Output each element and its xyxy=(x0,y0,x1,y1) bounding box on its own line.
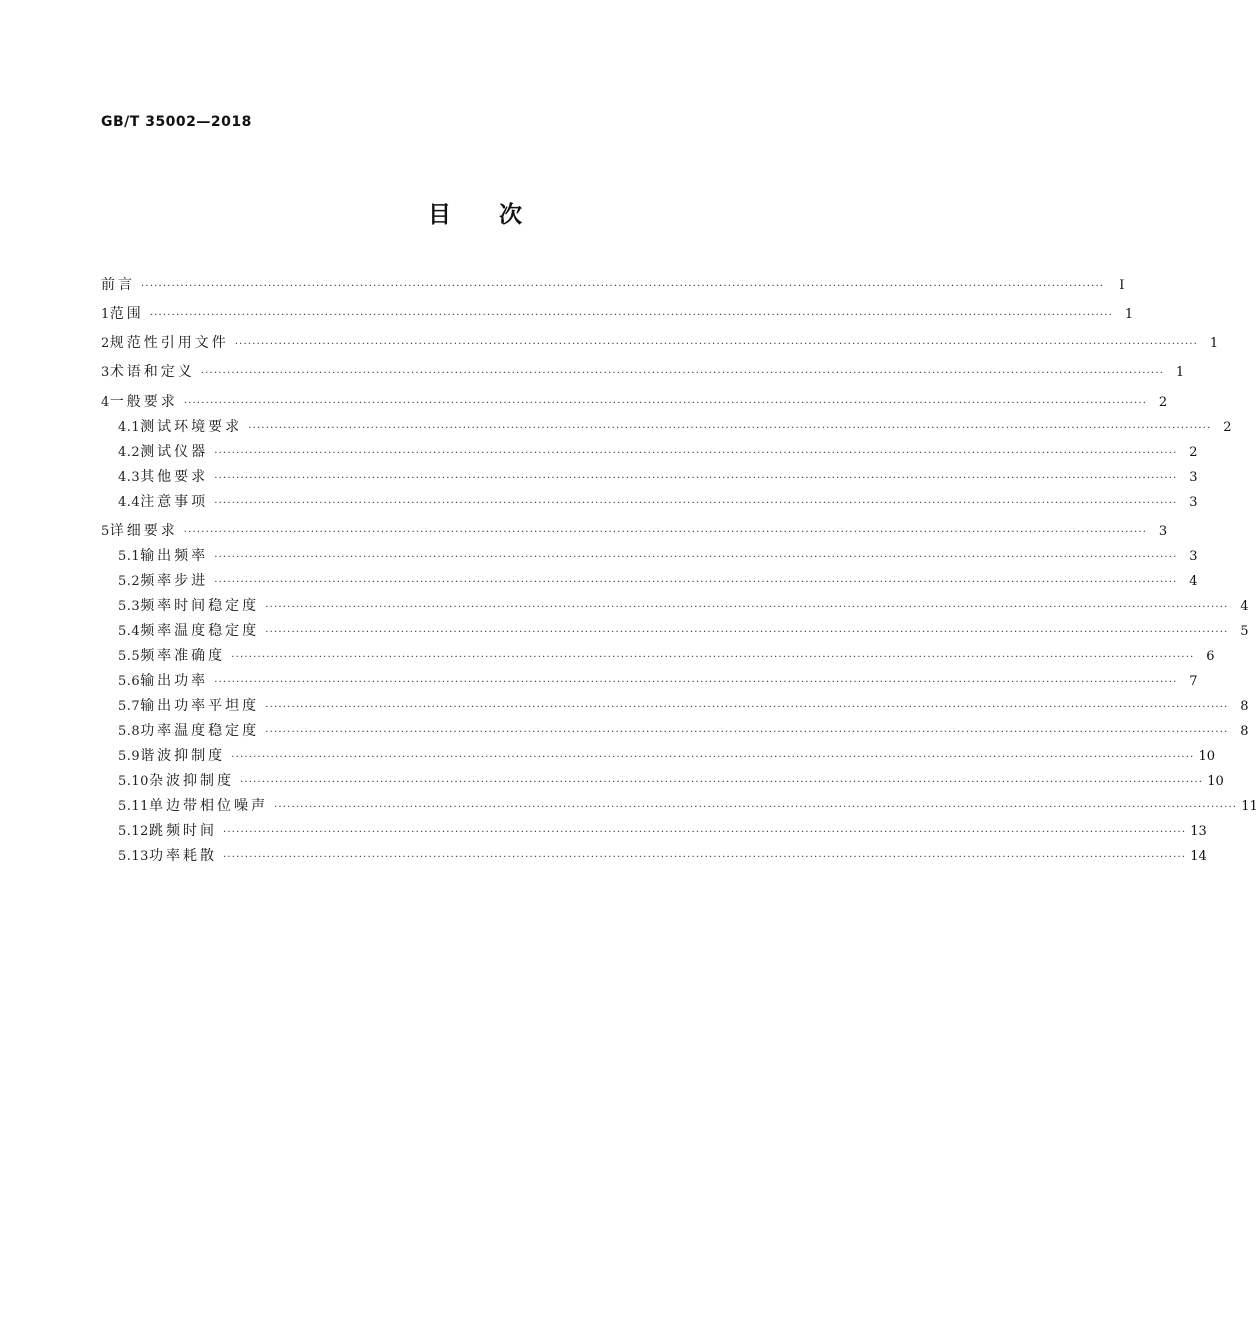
toc-entry[interactable] xyxy=(101,304,1134,324)
toc-entry-number: 2 xyxy=(101,336,110,351)
toc-dot-leader: ···························································································································································································································· xyxy=(214,448,1178,459)
toc-entry-page: 6 xyxy=(1206,649,1215,664)
toc-dot-leader: ···························································································································································································································· xyxy=(141,281,1105,292)
toc-dot-leader: ···························································································································································································································· xyxy=(149,310,1114,321)
toc-dot-leader: ···························································································································································································································· xyxy=(200,368,1165,379)
toc-entry-page: 4 xyxy=(1189,574,1198,589)
toc-entry-label: 谐波抑制度 xyxy=(140,748,226,764)
toc-entry-number: 5.6 xyxy=(118,674,141,689)
toc-entry-label: 测试仪器 xyxy=(140,444,209,460)
toc-entry-page: 2 xyxy=(1189,445,1198,460)
toc-entry-number: 5.7 xyxy=(118,699,141,714)
toc-dot-leader: ···························································································································································································································· xyxy=(234,339,1199,350)
toc-dot-leader: ···························································································································································································································· xyxy=(222,852,1187,863)
toc-entry-label: 测试环境要求 xyxy=(140,419,243,435)
toc-entry-label: 频率准确度 xyxy=(140,648,226,664)
toc-entry-label: 杂波抑制度 xyxy=(148,773,234,789)
toc-entry-number: 5.2 xyxy=(118,574,141,589)
toc-dot-leader: ···························································································································································································································· xyxy=(214,552,1178,563)
toc-entry[interactable] xyxy=(118,621,1249,641)
toc-entry[interactable] xyxy=(101,521,1168,541)
toc-entry[interactable] xyxy=(101,333,1219,353)
toc-entry-number: 5.5 xyxy=(118,649,141,664)
toc-entry-label: 单边带相位噪声 xyxy=(148,798,268,814)
toc-entry[interactable] xyxy=(118,696,1249,716)
toc-entry-number: 4 xyxy=(101,395,110,410)
toc-entry[interactable] xyxy=(101,362,1185,382)
toc-entry-page: 3 xyxy=(1158,524,1168,539)
toc-entry-number: 5.12 xyxy=(118,824,149,839)
toc-entry[interactable] xyxy=(101,392,1168,412)
toc-entry[interactable] xyxy=(118,492,1198,512)
toc-entry-number: 3 xyxy=(101,365,110,380)
toc-entry-page: 3 xyxy=(1189,470,1198,485)
toc-dot-leader: ···························································································································································································································· xyxy=(214,498,1178,509)
toc-dot-leader: ···························································································································································································································· xyxy=(222,827,1187,838)
toc-entry[interactable] xyxy=(118,596,1249,616)
toc-entry-label: 一般要求 xyxy=(109,394,178,410)
toc-entry[interactable] xyxy=(118,442,1198,462)
toc-dot-leader: ···························································································································································································································· xyxy=(183,398,1148,409)
toc-entry-number: 5.8 xyxy=(118,724,141,739)
toc-entry-page: 2 xyxy=(1223,420,1232,435)
toc-entry-page: 10 xyxy=(1198,749,1216,764)
toc-dot-leader: ···························································································································································································································· xyxy=(183,527,1148,538)
toc-entry[interactable] xyxy=(118,771,1224,791)
toc-entry[interactable] xyxy=(118,546,1198,566)
toc-entry-label: 频率温度稳定度 xyxy=(140,623,260,639)
toc-entry-number: 5.4 xyxy=(118,624,141,639)
toc-entry-number: 1 xyxy=(101,307,110,322)
toc-entry-page: 14 xyxy=(1190,849,1207,864)
toc-entry[interactable] xyxy=(118,721,1249,741)
toc-entry-number: 5.11 xyxy=(118,799,149,814)
toc-entry-label: 跳频时间 xyxy=(148,823,217,839)
toc-entry-number: 5.9 xyxy=(118,749,141,764)
toc-entry-number: 5.13 xyxy=(118,849,149,864)
toc-entry-page: 2 xyxy=(1158,395,1168,410)
toc-entry-number: 4.1 xyxy=(118,420,141,435)
toc-entry-label: 规范性引用文件 xyxy=(109,335,229,351)
toc-entry-label: 输出功率 xyxy=(140,673,209,689)
toc-entry-page: 1 xyxy=(1124,307,1134,322)
toc-entry-number: 4.4 xyxy=(118,495,141,510)
toc-entry[interactable] xyxy=(118,796,1258,816)
toc-entry[interactable] xyxy=(101,275,1125,295)
toc-entry-page: 8 xyxy=(1240,699,1249,714)
toc-dot-leader: ···························································································································································································································· xyxy=(265,727,1229,738)
toc-entry-label: 频率步进 xyxy=(140,573,209,589)
toc-dot-leader: ···························································································································································································································· xyxy=(231,752,1195,763)
toc-dot-leader: ···························································································································································································································· xyxy=(214,473,1178,484)
toc-dot-leader: ···························································································································································································································· xyxy=(239,777,1204,788)
toc-entry-page: Ⅰ xyxy=(1119,278,1125,293)
toc-entry-page: 8 xyxy=(1240,724,1249,739)
toc-entry[interactable] xyxy=(118,467,1198,487)
toc-entry-number: 5.3 xyxy=(118,599,141,614)
toc-entry-label: 术语和定义 xyxy=(109,364,195,380)
toc-entry[interactable] xyxy=(118,821,1207,841)
toc-entry-label: 频率时间稳定度 xyxy=(140,598,260,614)
toc-entry-number: 5.10 xyxy=(118,774,149,789)
toc-entry-page: 5 xyxy=(1240,624,1249,639)
toc-entry-label: 注意事项 xyxy=(140,494,209,510)
toc-entry[interactable] xyxy=(118,671,1198,691)
toc-dot-leader: ···························································································································································································································· xyxy=(265,627,1229,638)
toc-dot-leader: ···························································································································································································································· xyxy=(273,802,1238,813)
toc-entry-number: 5.1 xyxy=(118,549,141,564)
toc-dot-leader: ···························································································································································································································· xyxy=(248,423,1212,434)
toc-entry-label: 前言 xyxy=(101,277,135,293)
toc-entry-page: 3 xyxy=(1189,495,1198,510)
toc-entry-label: 功率耗散 xyxy=(148,848,217,864)
toc-entry-label: 详细要求 xyxy=(109,523,178,539)
toc-entry-number: 4.2 xyxy=(118,445,141,460)
toc-entry[interactable] xyxy=(118,417,1232,437)
toc-entry-label: 输出功率平坦度 xyxy=(140,698,260,714)
toc-dot-leader: ···························································································································································································································· xyxy=(231,652,1195,663)
toc-entry-page: 4 xyxy=(1240,599,1249,614)
toc-entry-page: 3 xyxy=(1189,549,1198,564)
toc-entry-label: 范围 xyxy=(109,306,144,322)
toc-entry-page: 1 xyxy=(1175,365,1185,380)
page-title: 目次 xyxy=(428,202,570,228)
toc-entry-page: 10 xyxy=(1207,774,1224,789)
toc-dot-leader: ···························································································································································································································· xyxy=(214,577,1178,588)
toc-entry-label: 输出频率 xyxy=(140,548,209,564)
toc-entry[interactable] xyxy=(118,571,1198,591)
toc-dot-leader: ···························································································································································································································· xyxy=(265,602,1229,613)
toc-entry-label: 其他要求 xyxy=(140,469,209,485)
toc-entry[interactable] xyxy=(118,746,1216,766)
toc-entry-number: 4.3 xyxy=(118,470,141,485)
toc-entry[interactable] xyxy=(118,846,1207,866)
standard-code: GB/T 35002—2018 xyxy=(101,114,252,130)
toc-entry-page: 7 xyxy=(1189,674,1198,689)
toc-entry-label: 功率温度稳定度 xyxy=(140,723,260,739)
toc-dot-leader: ···························································································································································································································· xyxy=(214,677,1178,688)
toc-entry[interactable] xyxy=(118,646,1215,666)
toc-entry-page: 13 xyxy=(1190,824,1207,839)
toc-entry-page: 11 xyxy=(1241,799,1258,814)
toc-dot-leader: ···························································································································································································································· xyxy=(265,702,1229,713)
toc-entry-number: 5 xyxy=(101,524,110,539)
toc-entry-page: 1 xyxy=(1209,336,1219,351)
